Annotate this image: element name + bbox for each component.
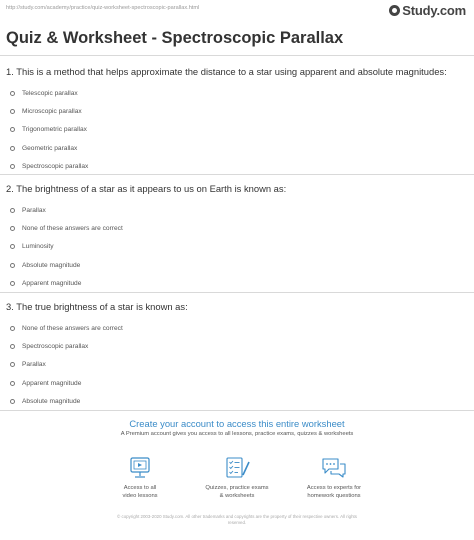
feature-experts: [291, 456, 377, 500]
answer-list: [10, 201, 468, 293]
answer-option[interactable]: [10, 256, 468, 274]
feature-label-line2: & worksheets: [219, 492, 255, 499]
expert-chat-icon: [319, 456, 349, 480]
video-lesson-icon: [125, 456, 155, 480]
radio-icon[interactable]: [10, 281, 15, 286]
page-url: http://study.com/academy/practice/quiz-worksheet-spectroscopic-parallax.html: [6, 5, 200, 11]
radio-icon[interactable]: [10, 146, 15, 151]
answer-option[interactable]: [10, 319, 468, 337]
radio-icon[interactable]: [10, 208, 15, 213]
feature-label: [307, 485, 361, 500]
question-text: 2. The brightness of a star as it appears to us on Earth is known as:: [6, 183, 287, 194]
radio-icon[interactable]: [10, 109, 15, 114]
answer-label: Spectroscopic parallax: [22, 163, 89, 171]
answer-option[interactable]: [10, 356, 468, 374]
radio-icon[interactable]: [10, 399, 15, 404]
radio-icon[interactable]: [10, 263, 15, 268]
feature-label: [122, 485, 157, 500]
cta-subheading: A Premium account gives you access to all lessons, practice exams, quizzes & worksheets: [120, 431, 354, 437]
answer-label: None of these answers are correct: [22, 324, 123, 332]
feature-label-line2: video lessons: [122, 492, 158, 499]
quiz-checklist-icon: [222, 456, 252, 480]
radio-icon[interactable]: [10, 127, 15, 132]
answer-list: [10, 84, 468, 176]
study-logo[interactable]: [389, 3, 466, 18]
answer-label: Apparent magnitude: [22, 379, 82, 387]
radio-icon[interactable]: [10, 244, 15, 249]
answer-label: Spectroscopic parallax: [22, 343, 89, 351]
feature-label-line2: homework questions: [307, 492, 361, 499]
answer-option[interactable]: [10, 102, 468, 120]
question-1: [6, 66, 468, 176]
premium-cta: [0, 418, 474, 437]
premium-features: [97, 456, 377, 500]
footer-line2: reserved.: [227, 520, 247, 526]
feature-label: [205, 485, 268, 500]
radio-icon[interactable]: [10, 381, 15, 386]
question-3: [6, 301, 468, 411]
answer-label: Trigonometric parallax: [22, 126, 87, 134]
answer-label: Luminosity: [22, 243, 54, 251]
feature-label-line1: Access to experts for: [306, 485, 362, 491]
radio-icon[interactable]: [10, 326, 15, 331]
copyright-footer: [82, 514, 392, 527]
answer-label: Absolute magnitude: [22, 398, 81, 406]
feature-label-line1: Access to all: [123, 485, 157, 491]
study-logo-text: Study.com: [402, 3, 466, 18]
answer-option[interactable]: [10, 374, 468, 392]
radio-icon[interactable]: [10, 91, 15, 96]
answer-list: [10, 319, 468, 411]
answer-option[interactable]: [10, 201, 468, 219]
radio-icon[interactable]: [10, 226, 15, 231]
answer-label: Microscopic parallax: [22, 108, 82, 116]
question-2: [6, 183, 468, 293]
title-divider: [0, 55, 474, 56]
answer-label: Parallax: [22, 206, 46, 214]
answer-option[interactable]: [10, 139, 468, 157]
answer-option[interactable]: [10, 219, 468, 237]
footer-line1: © copyright 2003-2020 Study.com. All other trademarks and copyrights are the property of their respective owners. All rights: [117, 514, 357, 519]
answer-label: None of these answers are correct: [22, 225, 123, 233]
answer-option[interactable]: [10, 84, 468, 102]
answer-option[interactable]: [10, 337, 468, 355]
radio-icon[interactable]: [10, 362, 15, 367]
answer-label: Telescopic parallax: [22, 89, 78, 97]
question-text: 1. This is a method that helps approximate the distance to a star using apparent and absolute magnitudes:: [6, 66, 447, 77]
question-text: 3. The true brightness of a star is known as:: [6, 301, 188, 312]
question-divider: [0, 410, 474, 411]
radio-icon[interactable]: [10, 164, 15, 169]
answer-option[interactable]: [10, 121, 468, 139]
page-title: Quiz & Worksheet - Spectroscopic Parallax: [6, 29, 344, 47]
radio-icon[interactable]: [10, 344, 15, 349]
answer-option[interactable]: [10, 275, 468, 293]
answer-label: Parallax: [22, 361, 46, 369]
feature-video-lessons: [97, 456, 183, 500]
answer-label: Geometric parallax: [22, 144, 78, 152]
question-divider: [0, 174, 474, 175]
feature-label-line1: Quizzes, practice exams: [205, 485, 269, 491]
feature-quizzes: [194, 456, 280, 500]
answer-option[interactable]: [10, 238, 468, 256]
answer-label: Absolute magnitude: [22, 261, 81, 269]
cta-heading[interactable]: Create your account to access this entire worksheet: [129, 418, 345, 429]
study-logo-icon: [389, 5, 400, 16]
answer-label: Apparent magnitude: [22, 280, 82, 288]
question-divider: [0, 292, 474, 293]
answer-option[interactable]: [10, 393, 468, 411]
